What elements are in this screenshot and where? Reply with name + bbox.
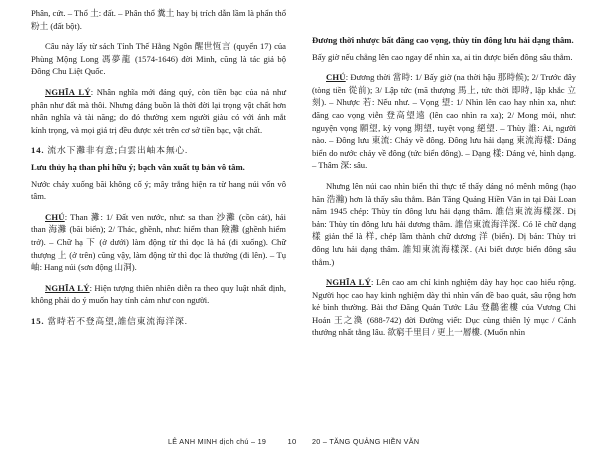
item-15-number: 15. [31, 315, 45, 326]
notes-label-right: CHÚ [326, 72, 346, 83]
notes-label: CHÚ [45, 211, 65, 222]
right-page [300, 0, 600, 457]
item-14-title: Lưu thủy hạ than phi hữu ý; bạch vân xuất tụ bản vô tâm. [31, 161, 245, 172]
item-14-translation: Nước chảy xuống bãi không cố ý; mây trắng hiện ra từ hang núi vốn vô tâm. [31, 178, 286, 202]
page-number: 10 [287, 437, 297, 446]
source-paragraph: Câu này lấy từ sách Tỉnh Thế Hằng Ngôn 醒世恆言 (quyển 17) của Phùng Mộng Long 馮夢龍 (1574-1646) đời Minh, cũng là tác giả bộ Đông Chu Liệt Quốc. [31, 41, 286, 77]
item-14-number: 14. [31, 145, 45, 156]
meaning-14-paragraph [31, 86, 286, 136]
meaning-15-text: : Lên cao am chỉ kinh nghiệm dày hay học cao hiểu rộng. Người học cao hay kinh nghiệm dày thì nhìn vấn đề bao quát, sâu rộng hơn kẻ bình thường. Bài thơ Đăng Quán Tước Lâu 登鸛雀樓 của Vương Chi Hoán 王之渙 (688-742) đời Đường viết: Dục cùng thiên lý mục / Cánh thướng nhất tằng lâu. 欲窮千里目 / 更上一層樓. (Muốn nhìn [312, 277, 576, 338]
meaning-label-2: NGHĨA LÝ [45, 282, 90, 293]
meaning-14-text: : Nhân nghĩa mới đáng quý, còn tiền bạc của nả như phân như đất mà thôi. Nhưng đáng buồn là thời đời lại trọng vật chất hơn nhân nghĩa và tài năng; do đó thường xem người giàu có với ánh mắt kính trọng, và mọi giá trị đều được xét trên cơ sở tiền bạc, vật chất. [31, 86, 286, 135]
variant-paragraph: Nhưng lên núi cao nhìn biển thì thực tế thấy dáng nó mênh mông (hạo hãn 浩瀚) hơn là thấy sâu thẳm. Bản Tăng Quảng Hiền Văn in tại Đài Loan năm 1945 chép: Thùy tín đông lưu hải dạng thâm. 誰信東流海樣深. Dị bản: Thùy tín đông lưu hải dương thâm. 誰信東流海洋深. Có lẽ chữ dạng 樣 giản thể là 样, chép lầm thành chữ dương 洋 (biển). Dị bản: Thùy tri đông lưu hải dạng thâm. 誰知東流海樣深. (Ai biết được biển đông sâu thẳm.) [312, 180, 576, 267]
item-14-header [31, 144, 286, 157]
item-15-header [31, 315, 286, 328]
meaning-label: NGHĨA LÝ [45, 86, 91, 97]
notes-14-text: : Than 灘: 1/ Đất ven nước, như: sa than 沙灘 (cồn cát), hải than 海灘 (bãi biển); 2/ Thác, ghềnh, như: hiểm than 險灘 (ghềnh hiểm trở). – Chữ hạ 下 (ở dưới) làm động từ thì đọc là há (đi xuống). Chữ thượng 上 (ở trên) cũng vậy, làm động từ thì đọc là thưởng (đi lên). – Tụ 岫: Hang núi (sơn động 山洞). [31, 211, 286, 273]
meaning-label-right: NGHĨA LÝ [326, 277, 371, 288]
footer-right: 20 – TĂNG QUẢNG HIỀN VĂN [312, 437, 420, 446]
footer-left: LÊ ANH MINH dịch chú – 19 [168, 437, 267, 446]
notes-14-paragraph [31, 211, 286, 274]
intro-paragraph: Phân, cứt. – Thổ 土: đất. – Phân thổ 糞土 hay bị trích dẫn lầm là phẩn thổ 粉土 (đất bột). [31, 8, 286, 31]
notes-15-text: : Đương thời 當時: 1/ Bấy giờ (na thời hậu 那時候); 2/ Trước đây (tòng tiền 從前); 3/ Lập tức (mã thượng 馬上, tức thời 即時, lập khắc 立刻). – Nhược 若: Nếu như. – Vọng 望: 1/ Nhìn lên cao hay nhìn xa, như: đăng cao vọng viễn 登高望遠 (lên cao nhìn ra xa); 2/ Mong mỏi, như: nguyện vọng 願望, kỳ vọng 期望, tuyệt vọng 絕望. – Thùy 誰: Ai, người nào. – Đông lưu 東流: Chảy về đông. Đông lưu hải dạng 東流海樣: Dáng biển do nước chảy về đông (tức biển đông). – Dạng 樣: Dáng vẻ, hình dạng. – Thâm 深: sâu. [312, 72, 576, 171]
item-15-title: Đương thời nhược bất đăng cao vọng, thùy tín đông lưu hải dạng thâm. [312, 35, 574, 45]
item-14-chinese: 流水下灘非有意;白雲出岫本無心. [47, 145, 189, 156]
notes-15-paragraph [312, 71, 576, 172]
meaning-14b-text: : Hiện tượng thiên nhiên diễn ra theo quy luật nhất định, không phải do ý muốn hay tính cảm như con người. [31, 282, 286, 306]
meaning-15-paragraph [312, 276, 576, 339]
meaning-14b-paragraph [31, 282, 286, 307]
item-15-translation: Bấy giờ nếu chẳng lên cao ngay để nhìn xa, ai tin được biển đông sâu thẳm. [312, 51, 573, 62]
item-15-chinese: 當時若不登高望,誰信東流海洋深. [47, 315, 188, 326]
